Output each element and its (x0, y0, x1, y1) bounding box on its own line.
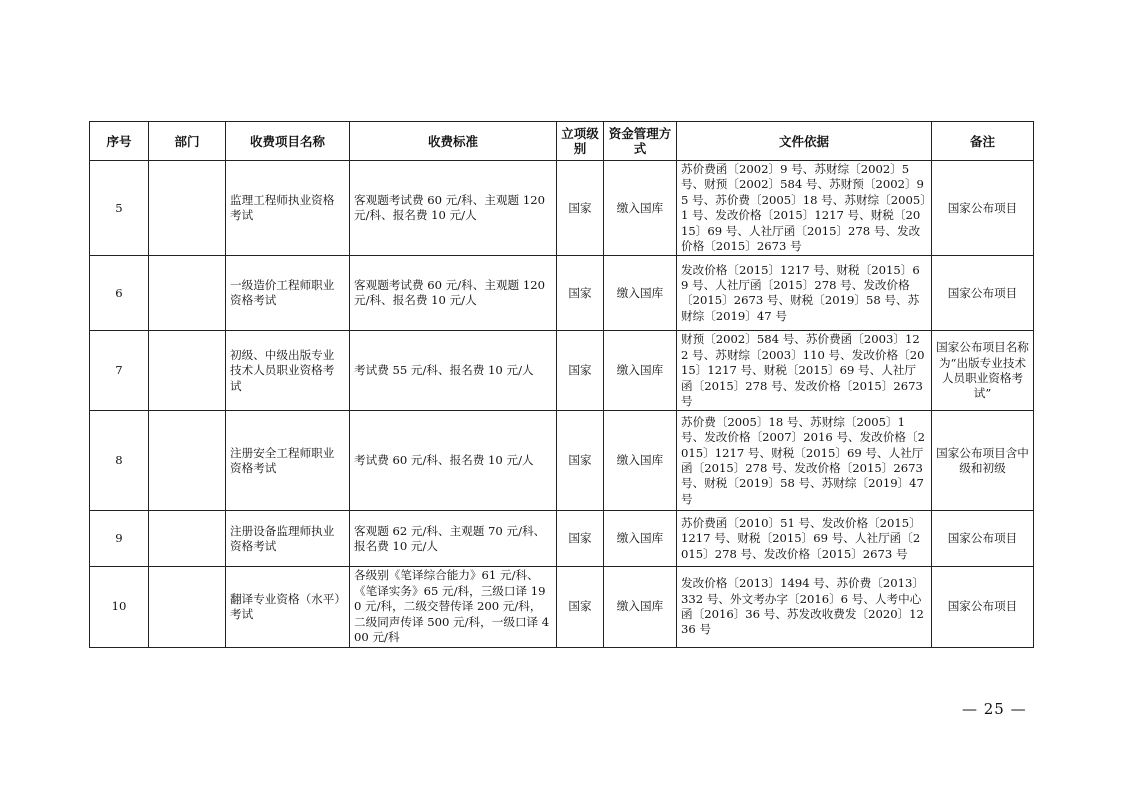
cell-basis: 苏价费函〔2010〕51 号、发改价格〔2015〕1217 号、财税〔2015〕69 号、人社厅函〔2015〕278 号、发改价格〔2015〕2673 号 (677, 511, 932, 567)
header-basis: 文件依据 (677, 122, 932, 161)
cell-fee-standard: 考试费 60 元/科、报名费 10 元/人 (350, 411, 557, 511)
cell-fee-standard: 考试费 55 元/科、报名费 10 元/人 (350, 331, 557, 411)
cell-dept (149, 567, 226, 647)
cell-level: 国家 (557, 161, 604, 256)
cell-basis: 财预〔2002〕584 号、苏价费函〔2003〕122 号、苏财综〔2003〕110 号、发改价格〔2015〕1217 号、财税〔2015〕69 号、人社厅函〔2015〕278 号、发改价格〔2015〕2673 号 (677, 331, 932, 411)
header-fee-standard: 收费标准 (350, 122, 557, 161)
table-row (90, 511, 1034, 567)
header-fund-mode: 资金管理方式 (604, 122, 677, 161)
cell-note: 国家公布项目 (932, 161, 1034, 256)
header-item-name: 收费项目名称 (226, 122, 350, 161)
cell-item-name: 翻译专业资格（水平）考试 (226, 567, 350, 647)
cell-no: 10 (90, 567, 149, 647)
cell-no: 5 (90, 161, 149, 256)
cell-dept (149, 411, 226, 511)
cell-dept (149, 331, 226, 411)
table-row (90, 256, 1034, 331)
cell-item-name: 一级造价工程师职业资格考试 (226, 256, 350, 331)
cell-level: 国家 (557, 256, 604, 331)
table-header-row (90, 122, 1034, 161)
cell-fund-mode: 缴入国库 (604, 511, 677, 567)
cell-item-name: 初级、中级出版专业技术人员职业资格考试 (226, 331, 350, 411)
fee-table (89, 121, 1034, 648)
cell-item-name: 注册设备监理师执业资格考试 (226, 511, 350, 567)
cell-basis: 发改价格〔2013〕1494 号、苏价费〔2013〕332 号、外文考办字〔2016〕6 号、人考中心函〔2016〕36 号、苏发改收费发〔2020〕1236 号 (677, 567, 932, 647)
cell-basis: 发改价格〔2015〕1217 号、财税〔2015〕69 号、人社厅函〔2015〕278 号、发改价格〔2015〕2673 号、财税〔2019〕58 号、苏财综〔2019〕47 号 (677, 256, 932, 331)
cell-dept (149, 511, 226, 567)
cell-no: 6 (90, 256, 149, 331)
table-row (90, 161, 1034, 256)
header-dept: 部门 (149, 122, 226, 161)
cell-level: 国家 (557, 331, 604, 411)
cell-note: 国家公布项目 (932, 567, 1034, 647)
cell-dept (149, 256, 226, 331)
cell-no: 8 (90, 411, 149, 511)
cell-item-name: 注册安全工程师职业资格考试 (226, 411, 350, 511)
cell-note: 国家公布项目名称为“出版专业技术人员职业资格考试” (932, 331, 1034, 411)
cell-fund-mode: 缴入国库 (604, 567, 677, 647)
cell-level: 国家 (557, 411, 604, 511)
cell-basis: 苏价费函〔2002〕9 号、苏财综〔2002〕5 号、财预〔2002〕584 号、苏财预〔2002〕95 号、苏价费〔2005〕18 号、苏财综〔2005〕1 号、发改价格〔2015〕1217 号、财税〔2015〕69 号、人社厅函〔2015〕278 号、发改价格〔2015〕2673 号 (677, 161, 932, 256)
header-note: 备注 (932, 122, 1034, 161)
cell-item-name: 监理工程师执业资格考试 (226, 161, 350, 256)
cell-note: 国家公布项目 (932, 511, 1034, 567)
header-level: 立项级别 (557, 122, 604, 161)
table-row (90, 411, 1034, 511)
cell-basis: 苏价费〔2005〕18 号、苏财综〔2005〕1 号、发改价格〔2007〕2016 号、发改价格〔2015〕1217 号、财税〔2015〕69 号、人社厅函〔2015〕278 号、发改价格〔2015〕2673 号、财税〔2019〕58 号、苏财综〔2019〕47 号 (677, 411, 932, 511)
cell-fee-standard: 客观题考试费 60 元/科、主观题 120 元/科、报名费 10 元/人 (350, 256, 557, 331)
cell-no: 9 (90, 511, 149, 567)
cell-fund-mode: 缴入国库 (604, 331, 677, 411)
table-row (90, 567, 1034, 647)
header-no: 序号 (90, 122, 149, 161)
cell-level: 国家 (557, 567, 604, 647)
table-row (90, 331, 1034, 411)
cell-level: 国家 (557, 511, 604, 567)
page-number: — 25 — (962, 700, 1027, 718)
cell-dept (149, 161, 226, 256)
cell-fee-standard: 客观题 62 元/科、主观题 70 元/科、报名费 10 元/人 (350, 511, 557, 567)
cell-no: 7 (90, 331, 149, 411)
cell-fund-mode: 缴入国库 (604, 411, 677, 511)
cell-note: 国家公布项目 (932, 256, 1034, 331)
cell-fee-standard: 各级别《笔译综合能力》61 元/科、《笔译实务》65 元/科，三级口译 190 元/科，二级交替传译 200 元/科，二级同声传译 500 元/科，一级口译 400 元/科 (350, 567, 557, 647)
cell-note: 国家公布项目含中级和初级 (932, 411, 1034, 511)
cell-fund-mode: 缴入国库 (604, 161, 677, 256)
cell-fee-standard: 客观题考试费 60 元/科、主观题 120 元/科、报名费 10 元/人 (350, 161, 557, 256)
cell-fund-mode: 缴入国库 (604, 256, 677, 331)
